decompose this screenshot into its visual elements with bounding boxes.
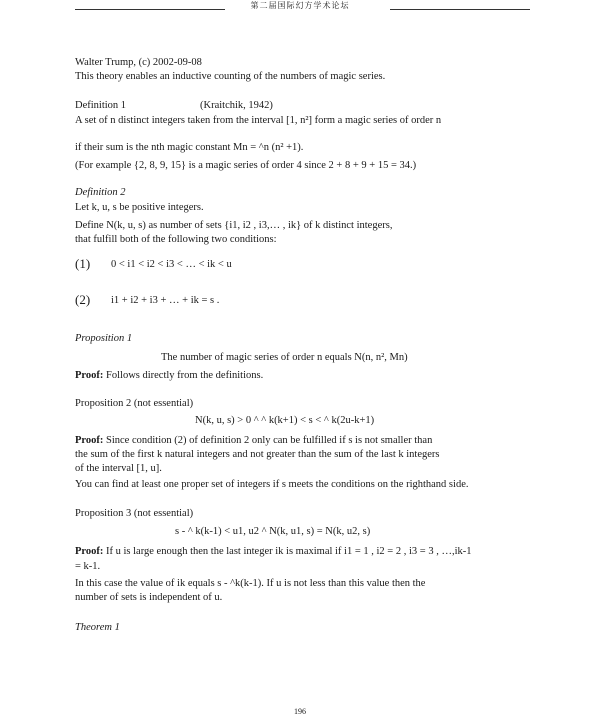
- prop3-proof-line4: number of sets is independent of u.: [75, 592, 223, 603]
- prop1-label: Proposition 1: [75, 333, 133, 344]
- proof-label: Proof:: [75, 546, 104, 557]
- def1-text2: if their sum is the nth magic constant Mn = ^n (n² +1).: [75, 142, 304, 153]
- prop3-label: Proposition 3 (not essential): [75, 508, 194, 519]
- def1-example: (For example {2, 8, 9, 15} is a magic series of order 4 since 2 + 8 + 9 + 15 = 34.): [75, 160, 417, 171]
- proof-label: Proof:: [75, 435, 104, 446]
- def1-label: Definition 1: [75, 100, 127, 111]
- prop3-proof-line1: [75, 545, 472, 559]
- def1-text: A set of n distinct integers taken from the interval [1, n²] form a magic series of order n: [75, 115, 442, 126]
- prop2-proof-line2: the sum of the first k natural integers and not greater than the sum of the last k integers: [75, 449, 440, 460]
- page-number: 196: [294, 707, 306, 716]
- prop1-proof-text: Follows directly from the definitions.: [106, 370, 264, 381]
- prop2-proof-line1: [75, 434, 432, 448]
- prop1-proof: [75, 369, 263, 383]
- prop3-formula: s - ^ k(k-1) < u1, u2 ^ N(k, u1, s) = N(k, u2, s): [175, 526, 371, 537]
- condition-1-number: (1): [75, 256, 91, 271]
- prop2-proof-text1: Since condition (2) of definition 2 only can be fulfilled if s is not smaller than: [106, 435, 433, 446]
- prop3-proof-line3: In this case the value of ik equals s - ^k(k-1). If u is not less than this value then the: [75, 578, 426, 589]
- prop2-proof-line3: of the interval [1, u].: [75, 463, 162, 474]
- theorem-label: Theorem 1: [75, 622, 120, 633]
- def1-source: (Kraitchik, 1942): [200, 100, 273, 111]
- def2-line1: Let k, u, s be positive integers.: [75, 202, 204, 213]
- prop1-statement: The number of magic series of order n equals N(n, n², Mn): [161, 352, 408, 363]
- condition-1: 0 < i1 < i2 < i3 < … < ik < u: [111, 259, 232, 270]
- prop3-proof-line2: = k-1.: [75, 561, 101, 572]
- condition-2-number: (2): [75, 292, 91, 307]
- prop2-label: Proposition 2 (not essential): [75, 398, 194, 409]
- prop3-proof-text1: If u is large enough then the last integer ik is maximal if i1 = 1 , i2 = 2 , i3 = 3 , …,ik-1: [106, 546, 472, 557]
- header-rule-right: [390, 9, 530, 10]
- def2-line3: that fulfill both of the following two conditions:: [75, 234, 277, 245]
- author-line: Walter Trump, (c) 2002-09-08: [75, 57, 202, 68]
- proof-label: Proof:: [75, 370, 104, 381]
- condition-2: i1 + i2 + i3 + … + ik = s .: [111, 295, 220, 306]
- header-title: 第二届国际幻方学术论坛: [250, 1, 350, 10]
- def2-label: Definition 2: [75, 187, 126, 198]
- prop2-proof-line4: You can find at least one proper set of integers if s meets the conditions on the righthand side.: [75, 479, 469, 490]
- intro-text: This theory enables an inductive counting of the numbers of magic series.: [75, 71, 386, 82]
- def2-line2: Define N(k, u, s) as number of sets {i1, i2 , i3,… , ik} of k distinct integers,: [75, 220, 393, 231]
- prop2-formula: N(k, u, s) > 0 ^ ^ k(k+1) < s < ^ k(2u-k+1): [195, 415, 375, 426]
